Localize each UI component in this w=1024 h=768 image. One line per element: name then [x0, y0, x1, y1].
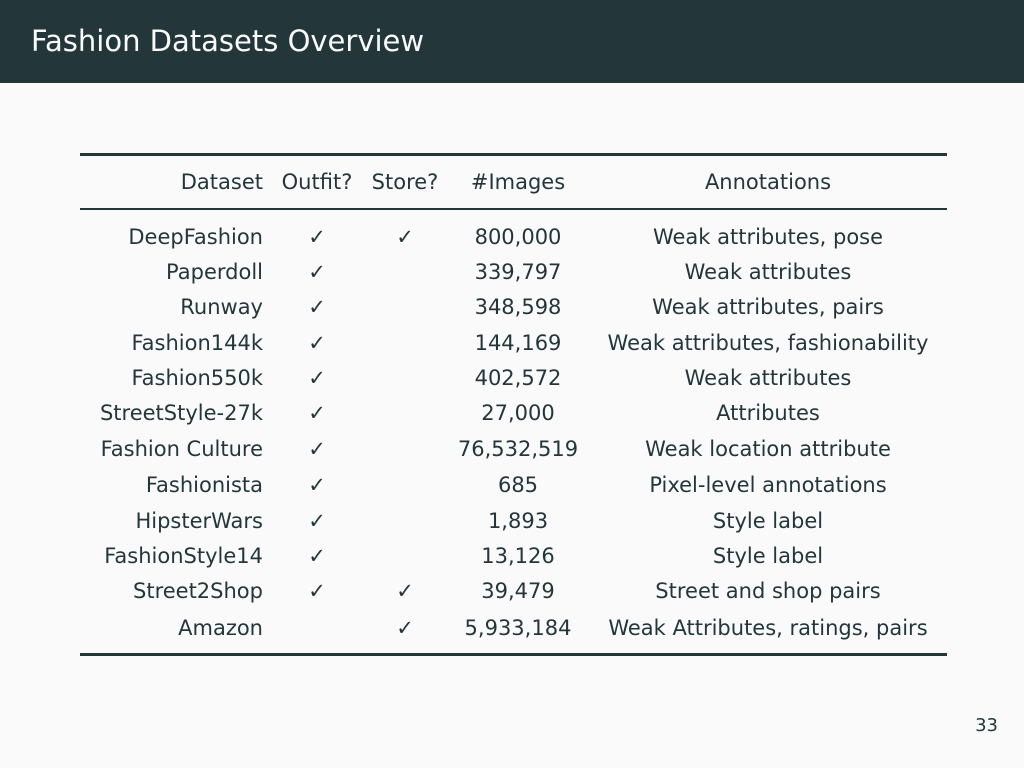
store-check	[368, 506, 442, 536]
page-number: 33	[975, 715, 998, 736]
cell-annotations: Style label	[712, 509, 824, 533]
table-top-rule	[80, 153, 947, 156]
cell-annotations: Pixel-level annotations	[649, 473, 887, 497]
cell-dataset: StreetStyle-27k	[99, 401, 263, 425]
cell-images: 27,000	[481, 401, 555, 425]
cell-annotations: Weak attributes, pose	[652, 225, 884, 249]
cell-dataset: Street2Shop	[133, 579, 263, 603]
cell-images: 348,598	[474, 295, 562, 319]
cell-images: 1,893	[487, 509, 549, 533]
cell-dataset: Fashion Culture	[100, 437, 263, 461]
outfit-check: ✓	[308, 260, 326, 284]
store-check: ✓	[396, 579, 414, 603]
cell-annotations: Style label	[712, 544, 824, 568]
outfit-check: ✓	[308, 366, 326, 390]
cell-dataset: Fashion144k	[131, 331, 263, 355]
cell-images: 402,572	[474, 366, 562, 390]
cell-dataset: Fashionista	[145, 473, 263, 497]
store-check	[368, 363, 442, 393]
store-check	[368, 398, 442, 428]
cell-images: 800,000	[474, 225, 562, 249]
cell-dataset: Runway	[180, 295, 263, 319]
store-check	[368, 470, 442, 500]
table-bottom-rule	[80, 653, 947, 656]
store-check	[368, 328, 442, 358]
outfit-check	[297, 613, 337, 643]
store-check	[368, 541, 442, 571]
store-check: ✓	[396, 225, 414, 249]
outfit-check: ✓	[308, 437, 326, 461]
cell-annotations: Weak attributes	[684, 366, 852, 390]
outfit-check: ✓	[308, 401, 326, 425]
cell-images: 144,169	[474, 331, 562, 355]
cell-annotations: Weak attributes	[684, 260, 852, 284]
cell-annotations: Attributes	[716, 401, 820, 425]
outfit-check: ✓	[308, 331, 326, 355]
header-images: #Images	[470, 170, 566, 194]
outfit-check: ✓	[308, 473, 326, 497]
outfit-check: ✓	[308, 579, 326, 603]
cell-images: 685	[497, 473, 539, 497]
cell-annotations: Street and shop pairs	[655, 579, 881, 603]
cell-images: 339,797	[474, 260, 562, 284]
slide-title: Fashion Datasets Overview	[31, 24, 425, 58]
cell-dataset: Paperdoll	[166, 260, 263, 284]
cell-images: 5,933,184	[464, 616, 572, 640]
cell-images: 39,479	[481, 579, 555, 603]
cell-images: 13,126	[481, 544, 555, 568]
outfit-check: ✓	[308, 509, 326, 533]
header-dataset: Dataset	[180, 170, 263, 194]
outfit-check: ✓	[308, 295, 326, 319]
cell-dataset: Fashion550k	[131, 366, 263, 390]
cell-dataset: Amazon	[178, 616, 263, 640]
cell-annotations: Weak location attribute	[645, 437, 891, 461]
cell-images: 76,532,519	[457, 437, 579, 461]
cell-annotations: Weak Attributes, ratings, pairs	[608, 616, 928, 640]
store-check	[368, 257, 442, 287]
cell-annotations: Weak attributes, fashionability	[607, 331, 929, 355]
header-outfit: Outfit?	[281, 170, 353, 194]
outfit-check: ✓	[308, 544, 326, 568]
table-header-rule	[80, 208, 947, 210]
store-check	[368, 434, 442, 464]
header-store: Store?	[371, 170, 439, 194]
header-annotations: Annotations	[704, 170, 832, 194]
cell-dataset: FashionStyle14	[104, 544, 263, 568]
cell-dataset: DeepFashion	[128, 225, 263, 249]
store-check: ✓	[396, 616, 414, 640]
outfit-check: ✓	[308, 225, 326, 249]
cell-dataset: HipsterWars	[135, 509, 263, 533]
store-check	[368, 292, 442, 322]
cell-annotations: Weak attributes, pairs	[652, 295, 884, 319]
slide-header	[0, 0, 1024, 83]
